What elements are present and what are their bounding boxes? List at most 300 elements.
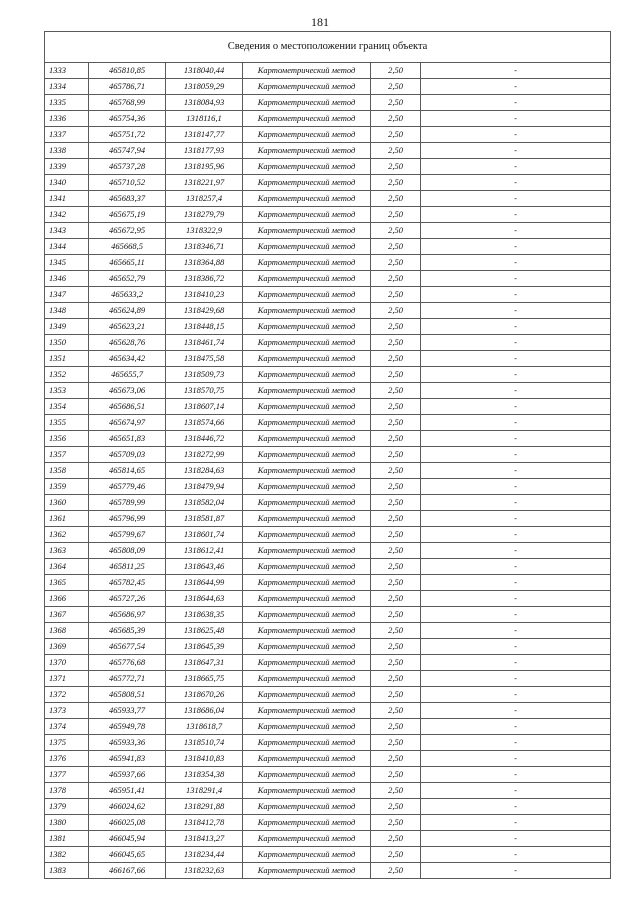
description-cell: - <box>421 287 611 303</box>
y-coordinate-cell: 1318607,14 <box>166 399 243 415</box>
table-row <box>45 815 611 831</box>
x-coordinate-cell: 465677,54 <box>89 639 166 655</box>
table-title: Сведения о местоположении границ объекта <box>45 32 611 63</box>
description-cell: - <box>421 95 611 111</box>
table-row <box>45 655 611 671</box>
point-number-cell: 1372 <box>45 687 89 703</box>
accuracy-cell: 2,50 <box>371 159 421 175</box>
point-number-cell: 1371 <box>45 671 89 687</box>
x-coordinate-cell: 465933,36 <box>89 735 166 751</box>
x-coordinate-cell: 465628,76 <box>89 335 166 351</box>
y-coordinate-cell: 1318279,79 <box>166 207 243 223</box>
accuracy-cell: 2,50 <box>371 415 421 431</box>
accuracy-cell: 2,50 <box>371 207 421 223</box>
accuracy-cell: 2,50 <box>371 623 421 639</box>
x-coordinate-cell: 465686,51 <box>89 399 166 415</box>
method-cell: Картометрический метод <box>243 191 371 207</box>
point-number-cell: 1343 <box>45 223 89 239</box>
method-cell: Картометрический метод <box>243 95 371 111</box>
description-cell: - <box>421 159 611 175</box>
accuracy-cell: 2,50 <box>371 751 421 767</box>
method-cell: Картометрический метод <box>243 367 371 383</box>
point-number-cell: 1349 <box>45 319 89 335</box>
description-cell: - <box>421 815 611 831</box>
table-row <box>45 575 611 591</box>
table-body <box>45 63 611 879</box>
y-coordinate-cell: 1318386,72 <box>166 271 243 287</box>
x-coordinate-cell: 465747,94 <box>89 143 166 159</box>
method-cell: Картометрический метод <box>243 239 371 255</box>
accuracy-cell: 2,50 <box>371 127 421 143</box>
description-cell: - <box>421 447 611 463</box>
point-number-cell: 1376 <box>45 751 89 767</box>
description-cell: - <box>421 767 611 783</box>
point-number-cell: 1336 <box>45 111 89 127</box>
y-coordinate-cell: 1318448,15 <box>166 319 243 335</box>
point-number-cell: 1345 <box>45 255 89 271</box>
page-number: 181 <box>311 15 329 29</box>
x-coordinate-cell: 465789,99 <box>89 495 166 511</box>
method-cell: Картометрический метод <box>243 607 371 623</box>
y-coordinate-cell: 1318612,41 <box>166 543 243 559</box>
table-row <box>45 63 611 79</box>
description-cell: - <box>421 751 611 767</box>
description-cell: - <box>421 783 611 799</box>
method-cell: Картометрический метод <box>243 415 371 431</box>
method-cell: Картометрический метод <box>243 287 371 303</box>
point-number-cell: 1373 <box>45 703 89 719</box>
accuracy-cell: 2,50 <box>371 111 421 127</box>
boundary-coordinates-table <box>44 31 611 879</box>
method-cell: Картометрический метод <box>243 863 371 879</box>
table-row <box>45 351 611 367</box>
table-row <box>45 447 611 463</box>
method-cell: Картометрический метод <box>243 143 371 159</box>
method-cell: Картометрический метод <box>243 351 371 367</box>
method-cell: Картометрический метод <box>243 511 371 527</box>
description-cell: - <box>421 559 611 575</box>
x-coordinate-cell: 465727,26 <box>89 591 166 607</box>
method-cell: Картометрический метод <box>243 639 371 655</box>
x-coordinate-cell: 465772,71 <box>89 671 166 687</box>
point-number-cell: 1351 <box>45 351 89 367</box>
point-number-cell: 1375 <box>45 735 89 751</box>
x-coordinate-cell: 465652,79 <box>89 271 166 287</box>
table-row <box>45 511 611 527</box>
y-coordinate-cell: 1318195,96 <box>166 159 243 175</box>
table-row <box>45 143 611 159</box>
accuracy-cell: 2,50 <box>371 639 421 655</box>
point-number-cell: 1374 <box>45 719 89 735</box>
x-coordinate-cell: 465810,85 <box>89 63 166 79</box>
table-row <box>45 847 611 863</box>
y-coordinate-cell: 1318284,63 <box>166 463 243 479</box>
table-row <box>45 335 611 351</box>
table-row <box>45 591 611 607</box>
x-coordinate-cell: 466024,62 <box>89 799 166 815</box>
table-row <box>45 687 611 703</box>
point-number-cell: 1370 <box>45 655 89 671</box>
description-cell: - <box>421 687 611 703</box>
description-cell: - <box>421 431 611 447</box>
accuracy-cell: 2,50 <box>371 351 421 367</box>
x-coordinate-cell: 465799,67 <box>89 527 166 543</box>
point-number-cell: 1381 <box>45 831 89 847</box>
method-cell: Картометрический метод <box>243 767 371 783</box>
table-row <box>45 863 611 879</box>
x-coordinate-cell: 465623,21 <box>89 319 166 335</box>
y-coordinate-cell: 1318446,72 <box>166 431 243 447</box>
point-number-cell: 1348 <box>45 303 89 319</box>
description-cell: - <box>421 399 611 415</box>
description-cell: - <box>421 495 611 511</box>
y-coordinate-cell: 1318346,71 <box>166 239 243 255</box>
description-cell: - <box>421 575 611 591</box>
method-cell: Картометрический метод <box>243 751 371 767</box>
x-coordinate-cell: 465710,52 <box>89 175 166 191</box>
table-row <box>45 399 611 415</box>
point-number-cell: 1358 <box>45 463 89 479</box>
description-cell: - <box>421 223 611 239</box>
table-row <box>45 543 611 559</box>
method-cell: Картометрический метод <box>243 479 371 495</box>
x-coordinate-cell: 465634,42 <box>89 351 166 367</box>
method-cell: Картометрический метод <box>243 847 371 863</box>
description-cell: - <box>421 79 611 95</box>
description-cell: - <box>421 479 611 495</box>
point-number-cell: 1346 <box>45 271 89 287</box>
description-cell: - <box>421 175 611 191</box>
y-coordinate-cell: 1318510,74 <box>166 735 243 751</box>
point-number-cell: 1350 <box>45 335 89 351</box>
point-number-cell: 1363 <box>45 543 89 559</box>
description-cell: - <box>421 143 611 159</box>
y-coordinate-cell: 1318084,93 <box>166 95 243 111</box>
method-cell: Картометрический метод <box>243 255 371 271</box>
point-number-cell: 1366 <box>45 591 89 607</box>
accuracy-cell: 2,50 <box>371 239 421 255</box>
x-coordinate-cell: 465668,5 <box>89 239 166 255</box>
y-coordinate-cell: 1318644,63 <box>166 591 243 607</box>
point-number-cell: 1337 <box>45 127 89 143</box>
point-number-cell: 1340 <box>45 175 89 191</box>
accuracy-cell: 2,50 <box>371 591 421 607</box>
y-coordinate-cell: 1318322,9 <box>166 223 243 239</box>
y-coordinate-cell: 1318479,94 <box>166 479 243 495</box>
description-cell: - <box>421 191 611 207</box>
method-cell: Картометрический метод <box>243 495 371 511</box>
table-row <box>45 623 611 639</box>
accuracy-cell: 2,50 <box>371 143 421 159</box>
description-cell: - <box>421 799 611 815</box>
point-number-cell: 1356 <box>45 431 89 447</box>
x-coordinate-cell: 465782,45 <box>89 575 166 591</box>
x-coordinate-cell: 465776,68 <box>89 655 166 671</box>
method-cell: Картометрический метод <box>243 671 371 687</box>
table-row <box>45 767 611 783</box>
x-coordinate-cell: 465768,99 <box>89 95 166 111</box>
y-coordinate-cell: 1318364,88 <box>166 255 243 271</box>
accuracy-cell: 2,50 <box>371 303 421 319</box>
x-coordinate-cell: 465737,28 <box>89 159 166 175</box>
accuracy-cell: 2,50 <box>371 223 421 239</box>
accuracy-cell: 2,50 <box>371 463 421 479</box>
y-coordinate-cell: 1318581,87 <box>166 511 243 527</box>
description-cell: - <box>421 719 611 735</box>
y-coordinate-cell: 1318291,4 <box>166 783 243 799</box>
description-cell: - <box>421 703 611 719</box>
y-coordinate-cell: 1318116,1 <box>166 111 243 127</box>
point-number-cell: 1357 <box>45 447 89 463</box>
accuracy-cell: 2,50 <box>371 479 421 495</box>
description-cell: - <box>421 543 611 559</box>
table-row <box>45 223 611 239</box>
description-cell: - <box>421 463 611 479</box>
accuracy-cell: 2,50 <box>371 399 421 415</box>
accuracy-cell: 2,50 <box>371 671 421 687</box>
description-cell: - <box>421 367 611 383</box>
description-cell: - <box>421 335 611 351</box>
y-coordinate-cell: 1318644,99 <box>166 575 243 591</box>
table-row <box>45 703 611 719</box>
point-number-cell: 1333 <box>45 63 89 79</box>
table-row <box>45 175 611 191</box>
x-coordinate-cell: 465633,2 <box>89 287 166 303</box>
x-coordinate-cell: 466025,08 <box>89 815 166 831</box>
description-cell: - <box>421 271 611 287</box>
x-coordinate-cell: 465933,77 <box>89 703 166 719</box>
method-cell: Картометрический метод <box>243 831 371 847</box>
accuracy-cell: 2,50 <box>371 607 421 623</box>
description-cell: - <box>421 591 611 607</box>
x-coordinate-cell: 465811,25 <box>89 559 166 575</box>
method-cell: Картометрический метод <box>243 687 371 703</box>
y-coordinate-cell: 1318221,97 <box>166 175 243 191</box>
x-coordinate-cell: 465786,71 <box>89 79 166 95</box>
y-coordinate-cell: 1318645,39 <box>166 639 243 655</box>
accuracy-cell: 2,50 <box>371 655 421 671</box>
y-coordinate-cell: 1318475,58 <box>166 351 243 367</box>
description-cell: - <box>421 351 611 367</box>
table-row <box>45 783 611 799</box>
x-coordinate-cell: 465624,89 <box>89 303 166 319</box>
y-coordinate-cell: 1318509,73 <box>166 367 243 383</box>
point-number-cell: 1377 <box>45 767 89 783</box>
y-coordinate-cell: 1318272,99 <box>166 447 243 463</box>
table-row <box>45 495 611 511</box>
method-cell: Картометрический метод <box>243 575 371 591</box>
y-coordinate-cell: 1318232,63 <box>166 863 243 879</box>
accuracy-cell: 2,50 <box>371 255 421 271</box>
table-row <box>45 127 611 143</box>
method-cell: Картометрический метод <box>243 703 371 719</box>
x-coordinate-cell: 465779,46 <box>89 479 166 495</box>
table-row <box>45 367 611 383</box>
accuracy-cell: 2,50 <box>371 703 421 719</box>
method-cell: Картометрический метод <box>243 223 371 239</box>
x-coordinate-cell: 465949,78 <box>89 719 166 735</box>
point-number-cell: 1383 <box>45 863 89 879</box>
point-number-cell: 1352 <box>45 367 89 383</box>
table-row <box>45 479 611 495</box>
method-cell: Картометрический метод <box>243 719 371 735</box>
table-row <box>45 255 611 271</box>
x-coordinate-cell: 466167,66 <box>89 863 166 879</box>
description-cell: - <box>421 319 611 335</box>
accuracy-cell: 2,50 <box>371 335 421 351</box>
x-coordinate-cell: 465651,83 <box>89 431 166 447</box>
description-cell: - <box>421 607 611 623</box>
accuracy-cell: 2,50 <box>371 847 421 863</box>
y-coordinate-cell: 1318040,44 <box>166 63 243 79</box>
point-number-cell: 1378 <box>45 783 89 799</box>
point-number-cell: 1341 <box>45 191 89 207</box>
accuracy-cell: 2,50 <box>371 319 421 335</box>
description-cell: - <box>421 127 611 143</box>
method-cell: Картометрический метод <box>243 303 371 319</box>
y-coordinate-cell: 1318461,74 <box>166 335 243 351</box>
description-cell: - <box>421 623 611 639</box>
y-coordinate-cell: 1318686,04 <box>166 703 243 719</box>
method-cell: Картометрический метод <box>243 463 371 479</box>
method-cell: Картометрический метод <box>243 383 371 399</box>
table-row <box>45 271 611 287</box>
method-cell: Картометрический метод <box>243 447 371 463</box>
y-coordinate-cell: 1318625,48 <box>166 623 243 639</box>
accuracy-cell: 2,50 <box>371 719 421 735</box>
description-cell: - <box>421 63 611 79</box>
accuracy-cell: 2,50 <box>371 527 421 543</box>
method-cell: Картометрический метод <box>243 543 371 559</box>
y-coordinate-cell: 1318412,78 <box>166 815 243 831</box>
y-coordinate-cell: 1318647,31 <box>166 655 243 671</box>
x-coordinate-cell: 465674,97 <box>89 415 166 431</box>
table-row <box>45 95 611 111</box>
description-cell: - <box>421 527 611 543</box>
description-cell: - <box>421 415 611 431</box>
y-coordinate-cell: 1318570,75 <box>166 383 243 399</box>
accuracy-cell: 2,50 <box>371 863 421 879</box>
method-cell: Картометрический метод <box>243 527 371 543</box>
x-coordinate-cell: 465655,7 <box>89 367 166 383</box>
description-cell: - <box>421 671 611 687</box>
x-coordinate-cell: 465673,06 <box>89 383 166 399</box>
table-row <box>45 191 611 207</box>
table-row <box>45 751 611 767</box>
x-coordinate-cell: 465709,03 <box>89 447 166 463</box>
accuracy-cell: 2,50 <box>371 815 421 831</box>
y-coordinate-cell: 1318059,29 <box>166 79 243 95</box>
table-row <box>45 159 611 175</box>
y-coordinate-cell: 1318413,27 <box>166 831 243 847</box>
x-coordinate-cell: 465814,65 <box>89 463 166 479</box>
point-number-cell: 1339 <box>45 159 89 175</box>
method-cell: Картометрический метод <box>243 159 371 175</box>
description-cell: - <box>421 511 611 527</box>
y-coordinate-cell: 1318643,46 <box>166 559 243 575</box>
description-cell: - <box>421 255 611 271</box>
table-row <box>45 415 611 431</box>
table-title-row <box>45 32 611 63</box>
table-row <box>45 735 611 751</box>
table-row <box>45 671 611 687</box>
method-cell: Картометрический метод <box>243 431 371 447</box>
y-coordinate-cell: 1318410,23 <box>166 287 243 303</box>
method-cell: Картометрический метод <box>243 799 371 815</box>
method-cell: Картометрический метод <box>243 63 371 79</box>
accuracy-cell: 2,50 <box>371 175 421 191</box>
point-number-cell: 1335 <box>45 95 89 111</box>
x-coordinate-cell: 465685,39 <box>89 623 166 639</box>
point-number-cell: 1338 <box>45 143 89 159</box>
point-number-cell: 1361 <box>45 511 89 527</box>
table-row <box>45 111 611 127</box>
x-coordinate-cell: 465808,51 <box>89 687 166 703</box>
method-cell: Картометрический метод <box>243 655 371 671</box>
method-cell: Картометрический метод <box>243 111 371 127</box>
point-number-cell: 1380 <box>45 815 89 831</box>
x-coordinate-cell: 466045,94 <box>89 831 166 847</box>
point-number-cell: 1362 <box>45 527 89 543</box>
x-coordinate-cell: 465665,11 <box>89 255 166 271</box>
description-cell: - <box>421 207 611 223</box>
y-coordinate-cell: 1318670,26 <box>166 687 243 703</box>
y-coordinate-cell: 1318177,93 <box>166 143 243 159</box>
x-coordinate-cell: 465808,09 <box>89 543 166 559</box>
x-coordinate-cell: 465754,36 <box>89 111 166 127</box>
accuracy-cell: 2,50 <box>371 735 421 751</box>
x-coordinate-cell: 465937,66 <box>89 767 166 783</box>
point-number-cell: 1360 <box>45 495 89 511</box>
point-number-cell: 1365 <box>45 575 89 591</box>
point-number-cell: 1364 <box>45 559 89 575</box>
method-cell: Картометрический метод <box>243 175 371 191</box>
point-number-cell: 1379 <box>45 799 89 815</box>
method-cell: Картометрический метод <box>243 271 371 287</box>
method-cell: Картометрический метод <box>243 79 371 95</box>
x-coordinate-cell: 465686,97 <box>89 607 166 623</box>
accuracy-cell: 2,50 <box>371 447 421 463</box>
description-cell: - <box>421 639 611 655</box>
y-coordinate-cell: 1318291,88 <box>166 799 243 815</box>
table-row <box>45 719 611 735</box>
accuracy-cell: 2,50 <box>371 783 421 799</box>
y-coordinate-cell: 1318257,4 <box>166 191 243 207</box>
x-coordinate-cell: 465951,41 <box>89 783 166 799</box>
table-row <box>45 287 611 303</box>
point-number-cell: 1355 <box>45 415 89 431</box>
method-cell: Картометрический метод <box>243 399 371 415</box>
y-coordinate-cell: 1318354,38 <box>166 767 243 783</box>
method-cell: Картометрический метод <box>243 623 371 639</box>
point-number-cell: 1368 <box>45 623 89 639</box>
point-number-cell: 1347 <box>45 287 89 303</box>
y-coordinate-cell: 1318410,83 <box>166 751 243 767</box>
description-cell: - <box>421 847 611 863</box>
y-coordinate-cell: 1318234,44 <box>166 847 243 863</box>
table-row <box>45 831 611 847</box>
x-coordinate-cell: 465751,72 <box>89 127 166 143</box>
accuracy-cell: 2,50 <box>371 543 421 559</box>
accuracy-cell: 2,50 <box>371 367 421 383</box>
y-coordinate-cell: 1318147,77 <box>166 127 243 143</box>
accuracy-cell: 2,50 <box>371 287 421 303</box>
x-coordinate-cell: 465941,83 <box>89 751 166 767</box>
table-row <box>45 463 611 479</box>
accuracy-cell: 2,50 <box>371 511 421 527</box>
x-coordinate-cell: 466045,65 <box>89 847 166 863</box>
x-coordinate-cell: 465672,95 <box>89 223 166 239</box>
